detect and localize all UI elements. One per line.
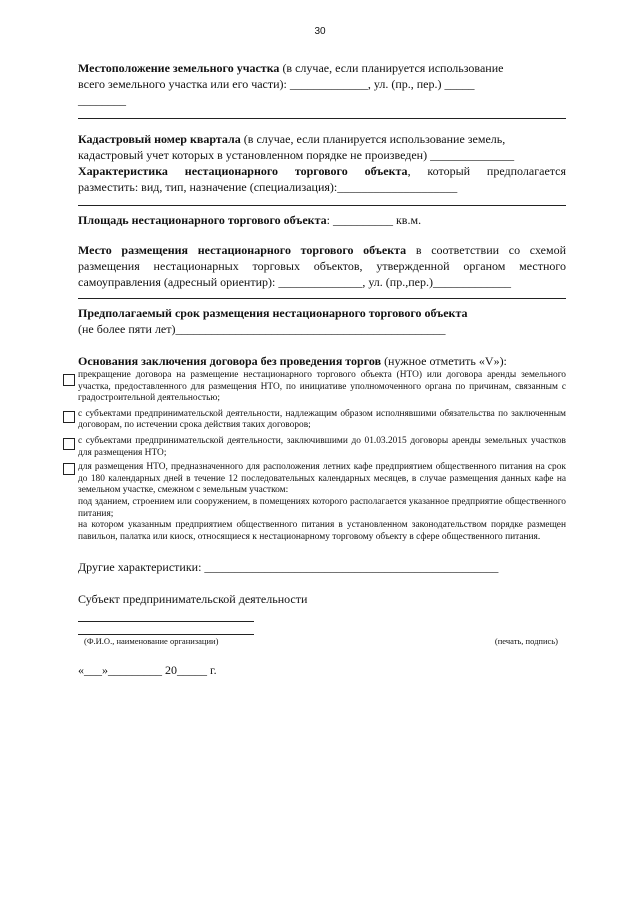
- placement-title: Место размещения нестационарного торгового объекта: [78, 243, 407, 257]
- placement-line-3: самоуправления (адресный ориентир): ______________, ул. (пр.,пер.)_____________: [78, 275, 511, 289]
- signature-line-2: [78, 634, 254, 635]
- blank-line: [78, 118, 566, 119]
- grounds-option-4: [78, 462, 566, 497]
- characteristic-line-2: разместить: вид, тип, назначение (специализация):____________________: [78, 180, 458, 194]
- blank-line: [78, 205, 566, 206]
- date-line: «___»_________ 20_____ г.: [78, 663, 217, 678]
- grounds-sub-1: под зданием, строением или сооружением, в помещениях которого располагается указанное предприятие общественного питания;: [78, 496, 566, 519]
- characteristic-title: Характеристика нестационарного торгового объекта: [78, 164, 408, 178]
- cadastral-title: Кадастровый номер квартала: [78, 132, 241, 146]
- grounds-title: Основания заключения договора без проведения торгов: [78, 354, 382, 368]
- sign-label-left: (Ф.И.О., наименование организации): [84, 636, 219, 647]
- grounds-heading: [78, 353, 566, 369]
- grounds-sub-2: на котором указанным предприятием общественного питания в установленном законодательством порядке размещен павильон, палатка или киоск, относящиеся к нестационарному торговому объекту в сфере общественного питания.: [78, 520, 566, 542]
- characteristic-line-1-rest: , который предполагается: [407, 164, 567, 178]
- placement-line-2: размещения нестационарных торговых объектов, утвержденной органом местного: [78, 259, 566, 273]
- signature-line-1: [78, 621, 254, 622]
- characteristic-line-1: [78, 163, 566, 179]
- grounds-option-1: [78, 370, 566, 405]
- location-line-3: ________: [78, 93, 126, 107]
- grounds-option-2: [78, 409, 566, 432]
- grounds-option-4-text: для размещения НТО, предназначенного для расположения летних кафе предприятием общественного питания на срок до 180 календарных дней в течение 12 последовательных календарных месяцев, в случае размещения данных кафе на земельном участке, смежном с земельным участком:: [78, 462, 566, 496]
- cadastral-line-1: [78, 131, 566, 147]
- checkbox-4[interactable]: [63, 463, 75, 475]
- area-line: [78, 212, 566, 228]
- checkbox-1[interactable]: [63, 374, 75, 386]
- grounds-option-3: [78, 436, 566, 459]
- placement-line-1-rest: в соответствии со схемой: [406, 243, 566, 257]
- other-characteristics: Другие характеристики: _________________________________________________: [78, 560, 499, 575]
- grounds-option-1-text: прекращение договора на размещение нестационарного торгового объекта (НТО) или договора аренды земельного участка, предоставленного для размещения НТО, по инициативе уполномоченного органа по причинам, связанным с градостроительной деятельностью;: [78, 370, 566, 404]
- location-line-2: всего земельного участка или его части): _____________, ул. (пр., пер.) _____: [78, 77, 475, 91]
- sign-label-right: (печать, подпись): [494, 636, 558, 647]
- term-title: Предполагаемый срок размещения нестационарного торгового объекта: [78, 306, 468, 320]
- grounds-option-2-text: с субъектами предпринимательской деятельности, надлежащим образом исполнявшими обязательства по заключенным договорам, по истечении срока действия таких договоров;: [78, 408, 566, 431]
- location-title: Местоположение земельного участка: [78, 61, 280, 75]
- page-number: 30: [314, 26, 326, 37]
- location-line-1: [78, 60, 566, 76]
- term-line-2: (не более пяти лет)_____________________________________________: [78, 322, 446, 336]
- placement-line-1: [78, 242, 566, 258]
- cadastral-line-1-rest: (в случае, если планируется использование земель,: [240, 132, 506, 146]
- form-content: [78, 60, 566, 678]
- checkbox-3[interactable]: [63, 438, 75, 450]
- checkbox-2[interactable]: [63, 411, 75, 423]
- blank-line: [78, 298, 566, 299]
- grounds-rest: (нужное отметить «V»):: [381, 354, 507, 368]
- signature-labels: [78, 636, 566, 646]
- subject-label: Субъект предпринимательской деятельности: [78, 592, 308, 607]
- location-line-1-rest: (в случае, если планируется использование: [279, 61, 504, 75]
- area-title: Площадь нестационарного торгового объекта: [78, 213, 327, 227]
- area-rest: : __________ кв.м.: [326, 213, 422, 227]
- grounds-option-3-text: с субъектами предпринимательской деятельности, заключившими до 01.03.2015 договоры аренды земельных участков для размещения НТО;: [78, 435, 566, 458]
- cadastral-line-2: кадастровый учет которых в установленном порядке не произведен) ______________: [78, 148, 515, 162]
